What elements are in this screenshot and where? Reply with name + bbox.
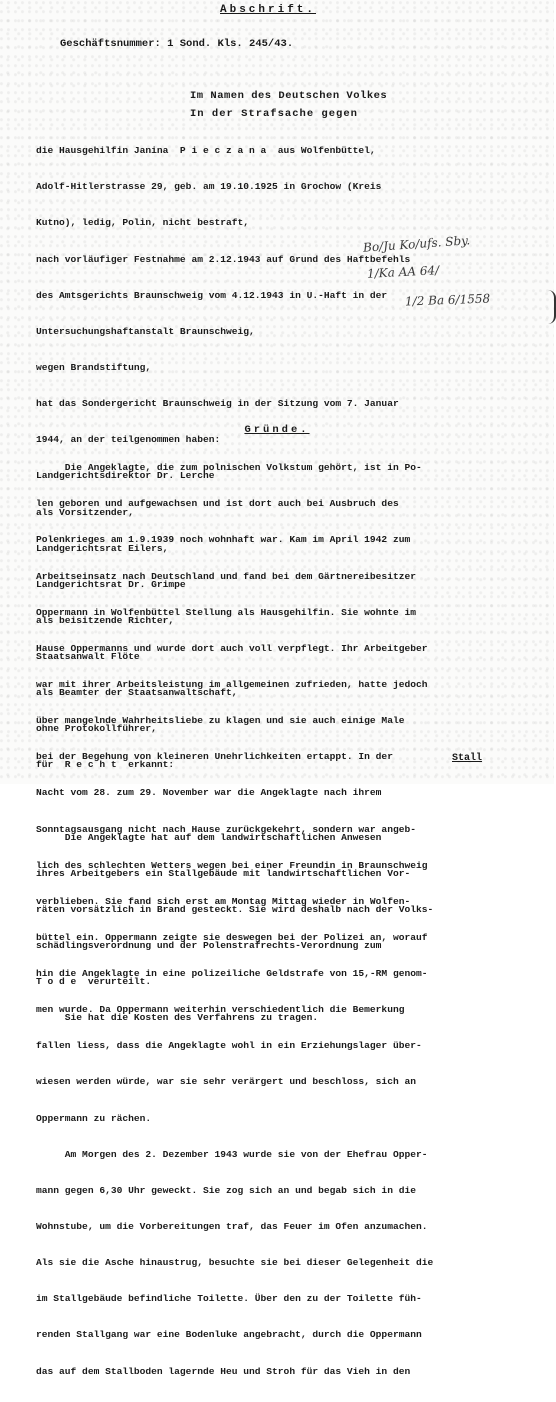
text-line: Kutno), ledig, Polin, nicht bestraft, [36,217,250,229]
handwritten-bracket [548,290,556,324]
text-line: räten vorsätzlich in Brand gesteckt. Sie wird deshalb nach der Volks- [36,904,434,916]
text-line: Adolf-Hitlerstrasse 29, geb. am 19.10.1925 in Grochow (Kreis [36,181,382,193]
verdict-heading: Im Namen des Deutschen Volkes [190,90,388,102]
text-line: Die Angeklagte, die zum polnischen Volkstum gehört, ist in Po- [36,462,422,474]
text-line: Untersuchungshaftanstalt Braunschweig, [36,325,255,337]
text-line: schädlingsverordnung und der Polenstrafrechts-Verordnung zum [36,940,382,952]
text-line: Staatsanwalt Flöte [36,651,140,663]
section-heading-reasons: Gründe. [244,424,310,436]
text-line: die Hausgehilfin Janina P i e c z a n a aus Wolfenbüttel, [36,145,376,157]
handwritten-annotation [355,235,550,320]
text-line: hat das Sondergericht Braunschweig in der Sitzung vom 7. Januar [36,398,399,410]
text-line: war mit ihrer Arbeitsleistung im allgemeinen zufrieden, hatte jedoch [36,678,428,690]
text-line: nach vorläufiger Festnahme am 2.12.1943 auf Grund des Haftbefehls [36,253,411,265]
text-line: Als sie die Asche hinaustrug, besuchte sie bei dieser Gelegenheit die [36,1257,434,1269]
document-title: Abschrift. [220,4,317,16]
body-text-reasons [36,438,546,1402]
text-line: Oppermann in Wolfenbüttel Stellung als Hausgehilfin. Sie wohnte im [36,606,416,618]
text-line: verblieben. Sie fand sich erst am Montag Mittag wieder in Wolfen- [36,895,411,907]
text-line: 1944, an der teilgenommen haben: [36,434,221,446]
text-line: im Stallgebäude befindliche Toilette. Über den zu der Toilette füh- [36,1293,422,1305]
text-line: Polenkrieges am 1.9.1939 noch wohnhaft war. Kam im April 1942 zum [36,534,411,546]
text-line: für R e c h t erkannt: [36,759,175,771]
case-reference: Geschäftsnummer: 1 Sond. Kls. 245/43. [60,38,294,50]
text-line: das auf dem Stallboden lagernde Heu und Stroh für das Vieh in den [36,1365,411,1377]
text-line: bei der Begehung von kleineren Unehrlichkeiten ertappt. In der [36,751,393,763]
text-line: als Beamter der Staatsanwaltschaft, [36,687,238,699]
handwritten-line: 1/Ka AA 64/ [366,263,440,281]
text-line: lich des schlechten Wetters wegen bei einer Freundin in Braunschweig [36,859,428,871]
text-line: T o d e verurteilt. [36,976,152,988]
text-line: als beisitzende Richter, [36,614,175,626]
handwritten-line: Bo/Ju Ko/ufs. Sby. [362,233,471,255]
text-line: wegen Brandstiftung, [36,361,152,373]
text-line: ihres Arbeitgebers ein Stallgebäude mit landwirtschaftlichen Vor- [36,867,411,879]
text-line: Sonntagsausgang nicht nach Hause zurückgekehrt, sondern war angeb- [36,823,416,835]
text-line: Hause Oppermanns und wurde dort auch voll verpflegt. Ihr Arbeitgeber [36,642,428,654]
text-line: mann gegen 6,30 Uhr geweckt. Sie zog sich an und begab sich in die [36,1184,416,1196]
text-line: Arbeitseinsatz nach Deutschland und fand bei dem Gärtnereibesitzer [36,570,416,582]
text-line: Landgerichtsrat Eilers, [36,542,169,554]
text-line: men wurde. Da Oppermann weiterhin verschiedentlich die Bemerkung [36,1004,405,1016]
text-line: Sie hat die Kosten des Verfahrens zu tragen. [36,1012,319,1024]
text-line: renden Stallgang war eine Bodenluke angebracht, durch die Oppermann [36,1329,422,1341]
text-line: Landgerichtsrat Dr. Grimpe [36,578,186,590]
text-line: Wohnstube, um die Vorbereitungen traf, das Feuer im Ofen anzumachen. [36,1221,428,1233]
text-line: hin die Angeklagte in eine polizeiliche Geldstrafe von 15,-RM genom- [36,968,428,980]
text-line: als Vorsitzender, [36,506,134,518]
text-line: Oppermann zu rächen. [36,1112,152,1124]
page-continuation: Stall [452,753,483,764]
text-line: Landgerichtsdirektor Dr. Lerche [36,470,215,482]
text-line: Die Angeklagte hat auf dem landwirtschaftlichen Anwesen [36,831,382,843]
text-line: fallen liess, dass die Angeklagte wohl in ein Erziehungslager über- [36,1040,422,1052]
text-line: des Amtsgerichts Braunschweig vom 4.12.1943 in U.-Haft in der [36,289,388,301]
text-line: wiesen werden würde, war sie sehr verärgert und beschloss, sich an [36,1076,416,1088]
text-line: Am Morgen des 2. Dezember 1943 wurde sie von der Ehefrau Opper- [36,1148,428,1160]
text-line: Nacht vom 28. zum 29. November war die Angeklagte nach ihrem [36,787,382,799]
text-line: ohne Protokollführer, [36,723,157,735]
handwritten-line: 1/2 Ba 6/1558 [404,291,491,309]
case-subheading: In der Strafsache gegen [190,108,358,120]
text-line: len geboren und aufgewachsen und ist dort auch bei Ausbruch des [36,498,399,510]
text-line: über mangelnde Wahrheitsliebe zu klagen und sie auch einige Male [36,715,405,727]
text-line: büttel ein. Oppermann zeigte sie deswegen bei der Polizei an, worauf [36,931,428,943]
